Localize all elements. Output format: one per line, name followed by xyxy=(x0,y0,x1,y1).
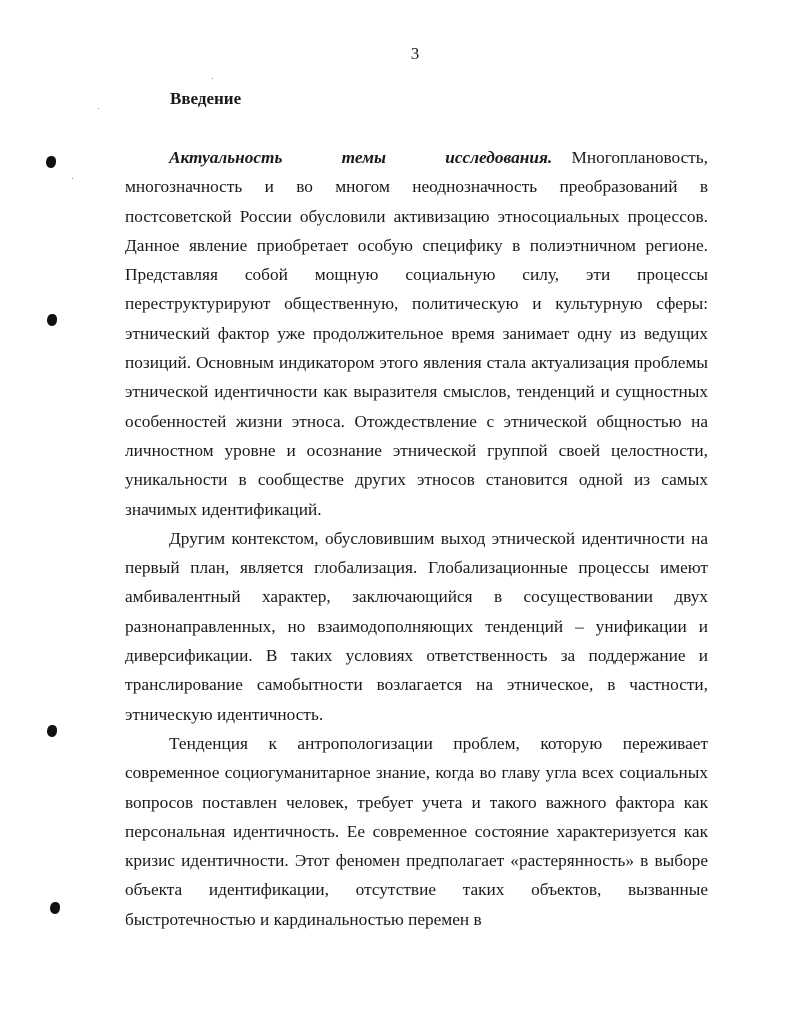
page-number: 3 xyxy=(410,44,420,63)
paragraph-1-text: Многоплановость, многозначность и во многом неоднозначность преобразований в постсоветской России обусловили активизацию этносоциальных процессов. Данное явление приобретает особую специфику в полиэтничном регионе. Представляя собой мощную социальную силу, эти процессы переструктурируют общественную, политическую и культурную сферы: этнический фактор уже продолжительное время занимает одну из ведущих позиций. Основным индикатором этого явления стала актуализация проблемы этнической идентичности как выразителя смыслов, тенденций и сущностных особенностей жизни этноса. Отождествление с этнической общностью на личностном уровне и осознание этнической группой своей целостности, уникальности в сообществе других этносов становится одной из самых значимых идентификаций. xyxy=(125,148,708,519)
paragraph-1 xyxy=(125,143,708,524)
paragraph-3: Тенденция к антропологизации проблем, которую переживает современное социогуманитарное знание, когда во главу угла всех социальных вопросов поставлен человек, требует учета и такого важного фактора как персональная идентичность. Ее современное состояние характеризуется как кризис идентичности. Этот феномен предполагает «растерянность» в выборе объекта идентификации, отсутствие таких объектов, вызванные быстротечностью и кардинальностью перемен в xyxy=(125,733,708,929)
body-text xyxy=(125,143,708,934)
binder-hole-mark xyxy=(47,314,57,326)
scan-speck xyxy=(98,108,99,109)
binder-hole-mark xyxy=(50,902,60,914)
binder-hole-mark xyxy=(46,156,56,168)
scan-speck xyxy=(72,178,73,179)
binder-hole-mark xyxy=(47,725,57,737)
section-heading: Введение xyxy=(170,89,242,108)
paragraph-2: Другим контекстом, обусловившим выход этнической идентичности на первый план, является глобализация. Глобализационные процессы имеют амбивалентный характер, заключающийся в сосуществовании двух разнонаправленных, но взаимодополняющих тенденций – унификации и диверсификации. В таких условиях ответственность за поддержание и транслирование самобытности возлагается на этническое, в частности, этническую идентичность. xyxy=(125,528,708,724)
paragraph-lead: Актуальность темы исследования. xyxy=(169,148,553,167)
scan-speck xyxy=(212,78,213,79)
